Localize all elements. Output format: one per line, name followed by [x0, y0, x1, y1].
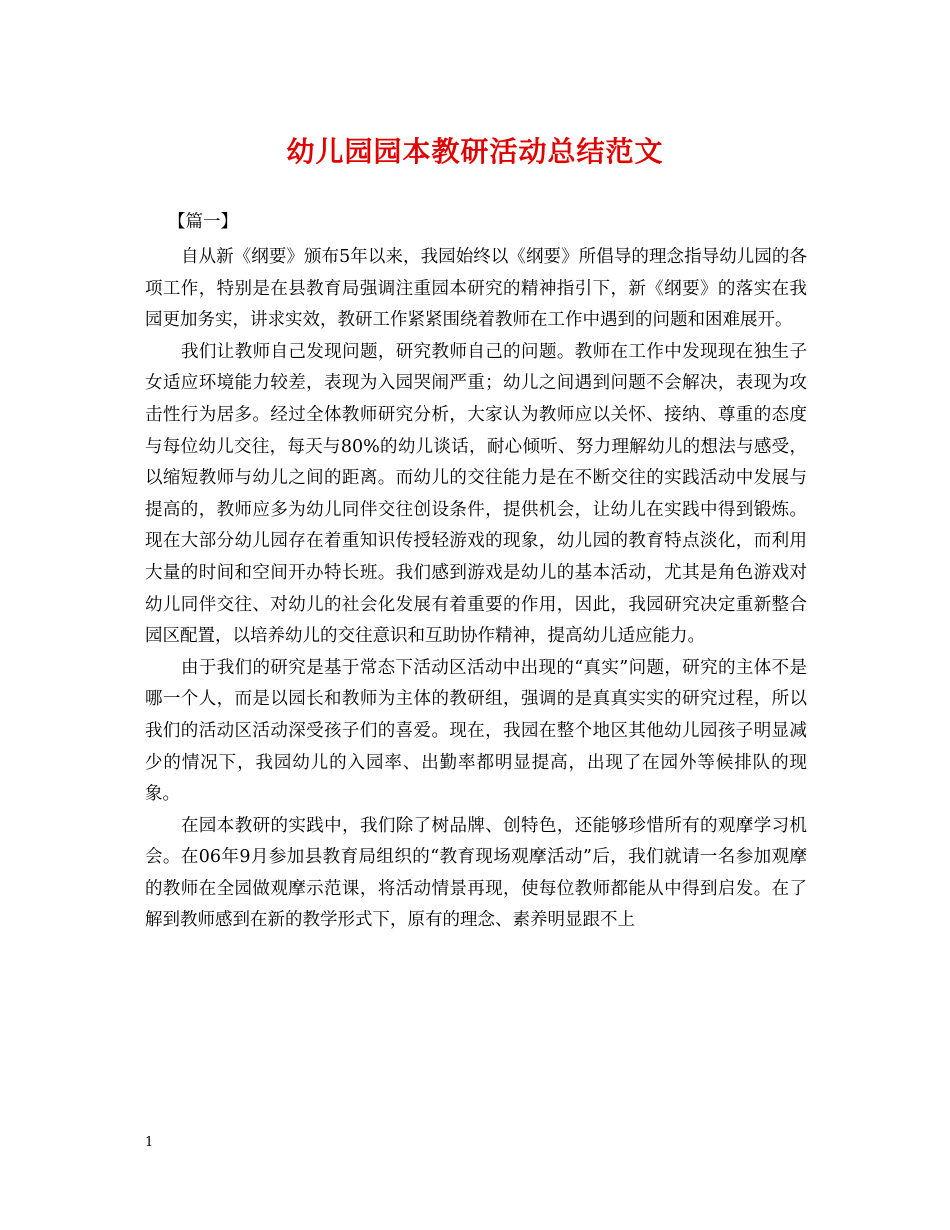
- document-title: 幼儿园园本教研活动总结范文: [286, 135, 664, 168]
- body-text: [145, 242, 807, 937]
- section-label: 【篇一】: [168, 212, 238, 232]
- paragraph: 在园本教研的实践中，我们除了树品牌、创特色，还能够珍惜所有的观摩学习机会。在06年9月参加县教育局组织的“教育现场观摩活动”后，我们就请一名参加观摩的教师在全园做观摩示范课，将活动情景再现，使每位教师都能从中得到启发。在了解到教师感到在新的教学形式下，原有的理念、素养明显跟不上: [145, 815, 807, 931]
- paragraph: 我们让教师自己发现问题，研究教师自己的问题。教师在工作中发现现在独生子女适应环境能力较差，表现为入园哭闹严重；幼儿之间遇到问题不会解决，表现为攻击性行为居多。经过全体教师研究分析，大家认为教师应以关怀、接纳、尊重的态度与每位幼儿交往，每天与80%的幼儿谈话，耐心倾听、努力理解幼儿的想法与感受，以缩短教师与幼儿之间的距离。而幼儿的交往能力是在不断交往的实践活动中发展与提高的，教师应多为幼儿同伴交往创设条件，提供机会，让幼儿在实践中得到锻炼。现在大部分幼儿园存在着重知识传授轻游戏的现象，幼儿园的教育特点淡化，而利用大量的时间和空间开办特长班。我们感到游戏是幼儿的基本活动，尤其是角色游戏对幼儿同伴交往、对幼儿的社会化发展有着重要的作用，因此，我园研究决定重新整合园区配置，以培养幼儿的交往意识和互助协作精神，提高幼儿适应能力。: [145, 341, 807, 647]
- page-number: 1: [145, 1135, 154, 1150]
- paragraph: 由于我们的研究是基于常态下活动区活动中出现的“真实”问题，研究的主体不是哪一个人，而是以园长和教师为主体的教研组，强调的是真真实实的研究过程，所以我们的活动区活动深受孩子们的喜爱。现在，我园在整个地区其他幼儿园孩子明显减少的情况下，我园幼儿的入园率、出勤率都明显提高，出现了在园外等候排队的现象。: [145, 657, 807, 805]
- paragraph: 自从新《纲要》颁布5年以来，我园始终以《纲要》所倡导的理念指导幼儿园的各项工作，特别是在县教育局强调注重园本研究的精神指引下，新《纲要》的落实在我园更加务实，讲求实效，教研工作紧紧围绕着教师在工作中遇到的问题和困难展开。: [145, 247, 807, 331]
